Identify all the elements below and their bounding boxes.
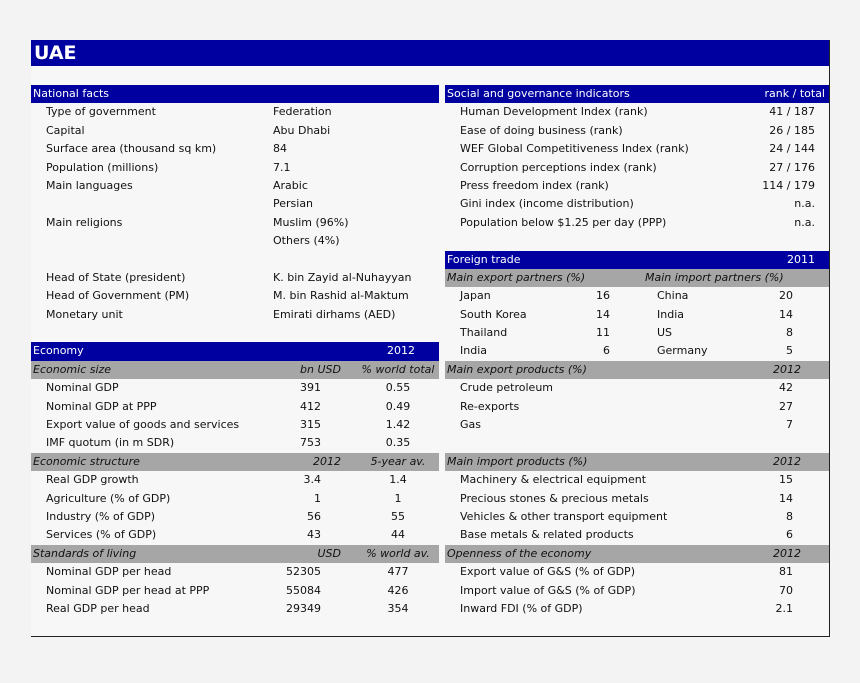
fact-label: Type of government bbox=[46, 105, 156, 119]
table-row bbox=[445, 508, 829, 526]
table-row bbox=[31, 306, 439, 324]
table-row bbox=[445, 122, 829, 140]
table-row bbox=[31, 563, 439, 581]
indicator-label: Inward FDI (% of GDP) bbox=[460, 601, 583, 615]
table-row bbox=[31, 140, 439, 158]
export-partner: Thailand bbox=[460, 326, 508, 340]
indicator-share: 55 bbox=[391, 509, 405, 523]
table-row bbox=[31, 103, 439, 121]
fact-value: K. bin Zayid al-Nuhayyan bbox=[273, 270, 412, 284]
subsection-title: Main import products (%) bbox=[447, 454, 588, 468]
import-share: 5 bbox=[786, 344, 793, 358]
indicator-label: Export value of goods and services bbox=[46, 418, 240, 432]
table-row bbox=[31, 195, 439, 213]
indicator-label: Press freedom index (rank) bbox=[460, 178, 609, 192]
subsection-header bbox=[445, 453, 829, 471]
export-partner: India bbox=[460, 344, 487, 358]
indicator-label: Crude petroleum bbox=[460, 381, 554, 395]
indicator-label: Re-exports bbox=[460, 399, 520, 413]
table-row bbox=[31, 490, 439, 508]
fact-label: Capital bbox=[46, 123, 85, 137]
indicator-share: 0.55 bbox=[385, 381, 411, 395]
indicator-value: 70 bbox=[779, 583, 793, 597]
indicator-label: Services (% of GDP) bbox=[46, 528, 157, 542]
fact-label: Head of Government (PM) bbox=[46, 289, 190, 303]
spacer-row bbox=[31, 324, 439, 342]
section-title: National facts bbox=[33, 87, 110, 100]
table-row bbox=[445, 195, 829, 213]
export-share: 11 bbox=[596, 326, 610, 340]
subsection-year: 2012 bbox=[773, 546, 801, 560]
export-share: 14 bbox=[596, 307, 610, 321]
table-row bbox=[445, 471, 829, 489]
indicator-share: 354 bbox=[387, 601, 409, 615]
indicator-label: Nominal GDP per head at PPP bbox=[46, 583, 210, 597]
import-partner: China bbox=[657, 289, 689, 303]
fact-value: 7.1 bbox=[273, 160, 291, 174]
indicator-share: 44 bbox=[391, 528, 405, 542]
export-partner: Japan bbox=[460, 289, 491, 303]
table-row bbox=[31, 379, 439, 397]
subsection-title: Openness of the economy bbox=[447, 546, 592, 560]
indicator-label: Export value of G&S (% of GDP) bbox=[460, 565, 635, 579]
indicator-label: Gas bbox=[460, 418, 481, 432]
subsection-title: Main import partners (%) bbox=[645, 270, 784, 284]
import-share: 8 bbox=[786, 326, 793, 340]
subsection-year: 2012 bbox=[773, 454, 801, 468]
section-year: 2011 bbox=[787, 252, 815, 266]
table-row bbox=[445, 324, 829, 342]
table-row bbox=[31, 600, 439, 618]
column-header: 2012 bbox=[313, 454, 341, 468]
table-row bbox=[445, 306, 829, 324]
fact-value: Persian bbox=[273, 197, 314, 211]
import-partner: US bbox=[657, 326, 673, 340]
export-partner: South Korea bbox=[460, 307, 527, 321]
indicator-value: 2.1 bbox=[775, 601, 793, 615]
section-title: Social and governance indicators bbox=[447, 87, 630, 100]
table-row bbox=[445, 416, 829, 434]
export-share: 16 bbox=[596, 289, 610, 303]
indicator-rank: 26 / 185 bbox=[769, 123, 815, 137]
table-row bbox=[31, 471, 439, 489]
indicator-label: Precious stones & precious metals bbox=[460, 491, 649, 505]
table-row bbox=[31, 508, 439, 526]
country-sheet bbox=[31, 40, 830, 637]
table-row bbox=[445, 159, 829, 177]
table-row bbox=[445, 563, 829, 581]
subsection-header bbox=[31, 361, 439, 379]
column-header: bn USD bbox=[300, 362, 341, 376]
indicator-rank: 27 / 176 bbox=[769, 160, 815, 174]
table-row bbox=[31, 122, 439, 140]
indicator-label: Corruption perceptions index (rank) bbox=[460, 160, 657, 174]
spacer-row bbox=[445, 434, 829, 452]
section-subtitle: rank / total bbox=[764, 87, 825, 100]
page-title: UAE bbox=[31, 40, 829, 66]
indicator-label: Nominal GDP at PPP bbox=[46, 399, 157, 413]
table-row bbox=[445, 582, 829, 600]
indicator-rank: 114 / 179 bbox=[762, 178, 815, 192]
fact-label: Monetary unit bbox=[46, 307, 123, 321]
indicator-label: Real GDP growth bbox=[46, 473, 139, 487]
indicator-label: Machinery & electrical equipment bbox=[460, 473, 647, 487]
indicator-value: 391 bbox=[300, 381, 321, 395]
fact-label: Surface area (thousand sq km) bbox=[46, 142, 217, 156]
table-row bbox=[31, 251, 439, 269]
indicator-label: Gini index (income distribution) bbox=[460, 197, 634, 211]
indicator-value: 43 bbox=[307, 528, 321, 542]
indicator-label: Vehicles & other transport equipment bbox=[460, 509, 668, 523]
indicator-value: 52305 bbox=[286, 565, 321, 579]
indicator-value: 753 bbox=[300, 436, 321, 450]
indicator-label: Agriculture (% of GDP) bbox=[46, 491, 171, 505]
indicator-label: Real GDP per head bbox=[46, 601, 150, 615]
fact-label: Population (millions) bbox=[46, 160, 159, 174]
indicator-value: 29349 bbox=[286, 601, 321, 615]
subsection-title: Standards of living bbox=[33, 546, 137, 560]
indicator-label: Nominal GDP per head bbox=[46, 565, 172, 579]
indicator-label: Industry (% of GDP) bbox=[46, 509, 156, 523]
column-header: USD bbox=[317, 546, 341, 560]
spacer-row bbox=[445, 232, 829, 250]
fact-label: Main languages bbox=[46, 178, 133, 192]
indicator-value: 55084 bbox=[286, 583, 321, 597]
subsection-year: 2012 bbox=[773, 362, 801, 376]
indicator-share: 0.49 bbox=[385, 399, 411, 413]
indicator-label: Import value of G&S (% of GDP) bbox=[460, 583, 636, 597]
left-column bbox=[31, 85, 439, 618]
table-row bbox=[31, 269, 439, 287]
indicator-share: 0.35 bbox=[385, 436, 411, 450]
table-row bbox=[445, 600, 829, 618]
fact-value: Federation bbox=[273, 105, 332, 119]
indicator-label: Base metals & related products bbox=[460, 528, 634, 542]
subsection-title: Economic structure bbox=[33, 454, 140, 468]
subsection-title: Main export partners (%) bbox=[447, 270, 586, 284]
column-header: 5-year av. bbox=[370, 454, 426, 468]
indicator-rank: 41 / 187 bbox=[769, 105, 815, 119]
indicator-share: 477 bbox=[387, 565, 409, 579]
section-year: 2012 bbox=[387, 344, 415, 358]
table-row bbox=[445, 103, 829, 121]
indicator-label: IMF quotum (in m SDR) bbox=[46, 436, 175, 450]
table-row bbox=[445, 214, 829, 232]
indicator-value: 14 bbox=[779, 491, 793, 505]
indicator-value: 315 bbox=[300, 418, 321, 432]
subsection-title: Main export products (%) bbox=[447, 362, 587, 376]
indicator-share: 1.4 bbox=[389, 473, 407, 487]
table-row bbox=[445, 490, 829, 508]
table-row bbox=[31, 159, 439, 177]
indicator-share: 1 bbox=[394, 491, 402, 505]
fact-value: Emirati dirhams (AED) bbox=[273, 307, 396, 321]
import-partner: Germany bbox=[657, 344, 708, 358]
table-row bbox=[31, 416, 439, 434]
section-title: Foreign trade bbox=[447, 252, 521, 266]
import-share: 20 bbox=[779, 289, 793, 303]
section-header-social bbox=[445, 85, 829, 103]
indicator-rank: n.a. bbox=[794, 197, 815, 211]
right-column bbox=[445, 85, 829, 618]
table-row bbox=[445, 342, 829, 360]
indicator-rank: n.a. bbox=[794, 215, 815, 229]
table-row bbox=[31, 526, 439, 544]
table-row bbox=[31, 398, 439, 416]
indicator-share: 426 bbox=[387, 583, 409, 597]
import-share: 14 bbox=[779, 307, 793, 321]
subsection-title: Economic size bbox=[33, 362, 112, 376]
indicator-value: 56 bbox=[307, 509, 321, 523]
indicator-value: 7 bbox=[786, 418, 793, 432]
table-row bbox=[31, 287, 439, 305]
indicator-share: 1.42 bbox=[385, 418, 411, 432]
indicator-label: Population below $1.25 per day (PPP) bbox=[460, 215, 667, 229]
indicator-rank: 24 / 144 bbox=[769, 142, 815, 156]
column-header: % world av. bbox=[366, 546, 430, 560]
subsection-header bbox=[31, 453, 439, 471]
table-row bbox=[445, 379, 829, 397]
section-header-foreign-trade bbox=[445, 251, 829, 269]
fact-value: 84 bbox=[273, 142, 287, 156]
table-row bbox=[31, 434, 439, 452]
section-header-national-facts bbox=[31, 85, 439, 103]
table-row bbox=[31, 582, 439, 600]
subsection-header bbox=[445, 545, 829, 563]
indicator-value: 3.4 bbox=[303, 473, 321, 487]
subsection-header bbox=[445, 269, 829, 287]
indicator-value: 6 bbox=[786, 528, 793, 542]
indicator-value: 8 bbox=[786, 509, 793, 523]
table-row bbox=[31, 214, 439, 232]
import-partner: India bbox=[657, 307, 684, 321]
fact-label: Main religions bbox=[46, 215, 123, 229]
table-row bbox=[31, 177, 439, 195]
indicator-value: 15 bbox=[779, 473, 793, 487]
indicator-label: Ease of doing business (rank) bbox=[460, 123, 623, 137]
fact-value: Muslim (96%) bbox=[273, 215, 349, 229]
indicator-label: Nominal GDP bbox=[46, 381, 119, 395]
indicator-value: 42 bbox=[779, 381, 793, 395]
indicator-value: 412 bbox=[300, 399, 321, 413]
indicator-value: 81 bbox=[779, 565, 793, 579]
indicator-value: 27 bbox=[779, 399, 793, 413]
fact-value: M. bin Rashid al-Maktum bbox=[273, 289, 409, 303]
column-header: % world total bbox=[361, 362, 435, 376]
export-share: 6 bbox=[603, 344, 610, 358]
fact-value: Abu Dhabi bbox=[273, 123, 331, 137]
table-row bbox=[445, 526, 829, 544]
subsection-header bbox=[445, 361, 829, 379]
table-row bbox=[445, 140, 829, 158]
fact-value: Arabic bbox=[273, 178, 308, 192]
indicator-label: Human Development Index (rank) bbox=[460, 105, 648, 119]
indicator-value: 1 bbox=[314, 491, 321, 505]
fact-value: Others (4%) bbox=[273, 234, 340, 248]
table-row bbox=[445, 287, 829, 305]
section-title: Economy bbox=[33, 344, 84, 358]
fact-label: Head of State (president) bbox=[46, 270, 186, 284]
table-row bbox=[31, 232, 439, 250]
table-row bbox=[445, 177, 829, 195]
table-row bbox=[445, 398, 829, 416]
subsection-header bbox=[31, 545, 439, 563]
indicator-label: WEF Global Competitiveness Index (rank) bbox=[460, 142, 689, 156]
section-header-economy bbox=[31, 342, 439, 360]
